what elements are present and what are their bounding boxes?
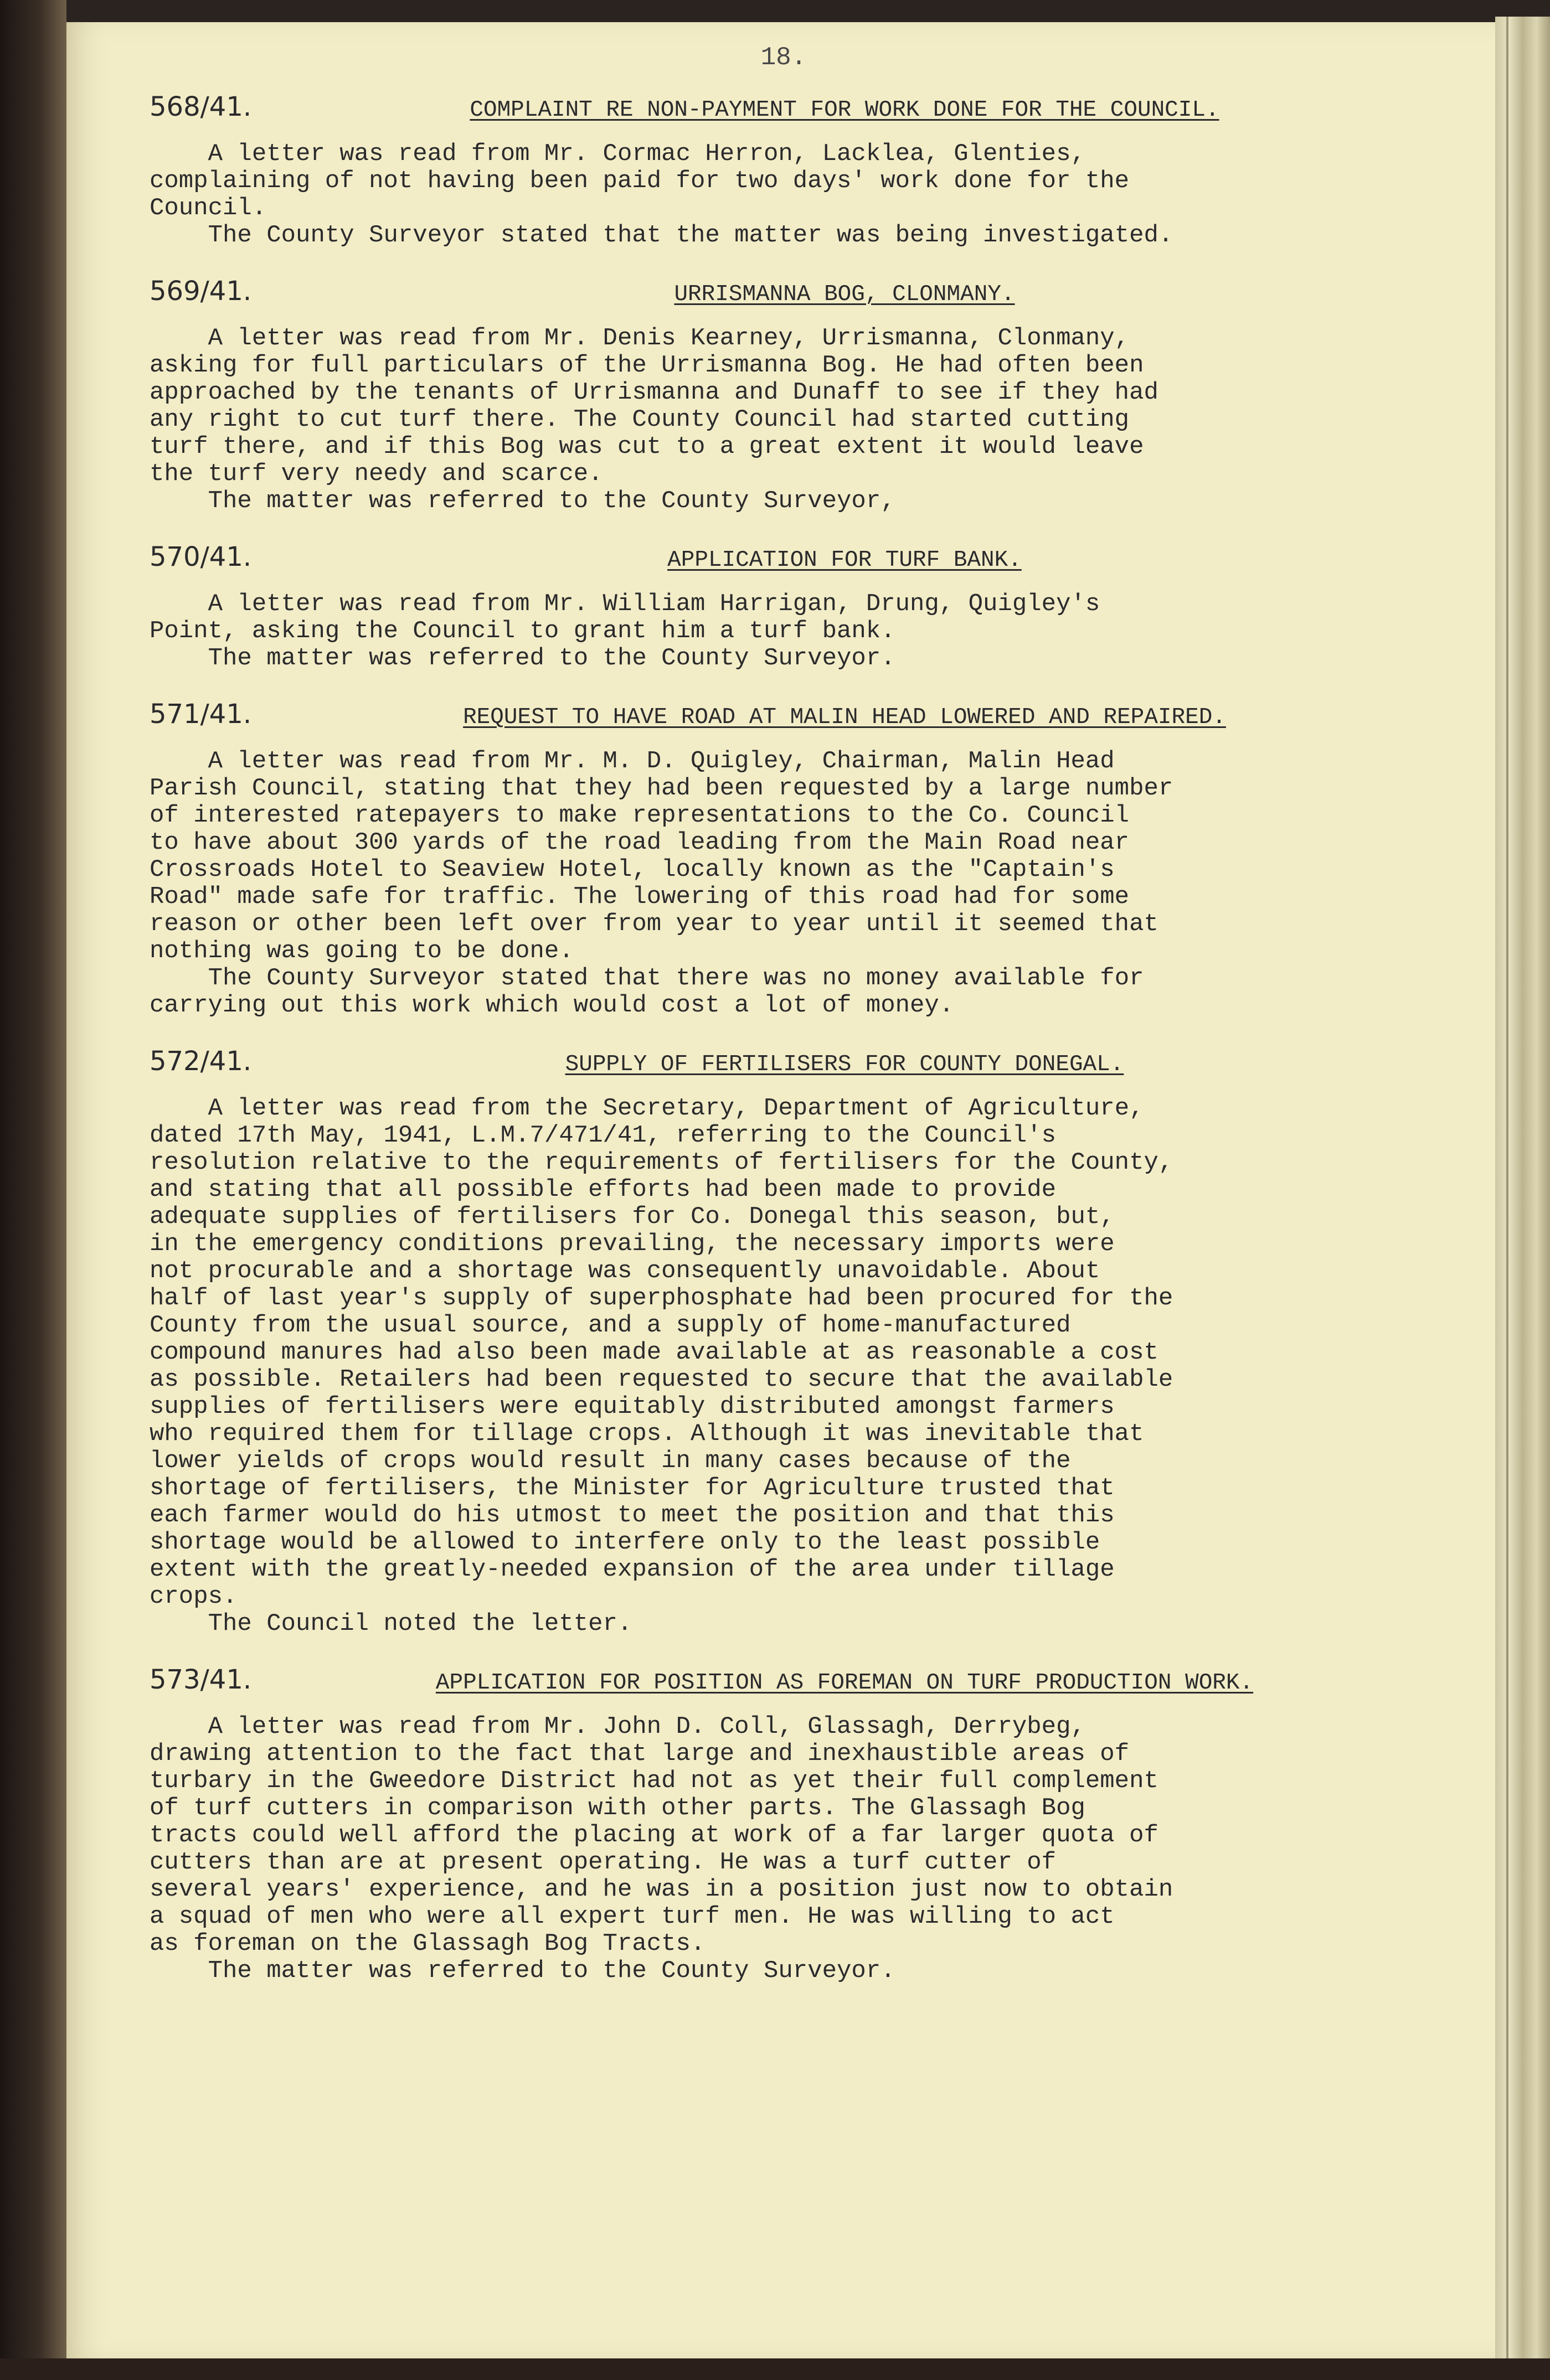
minute-573 [150, 1666, 1340, 1985]
minute-header [150, 278, 1340, 308]
minute-572 [150, 1048, 1340, 1638]
minute-header [150, 1666, 1340, 1697]
minute-header [150, 541, 1340, 574]
minute-body: A letter was read from Mr. M. D. Quigley, Chairman, Malin Head Parish Council, stating that they had been requested by a large number of interested ratepayers to make representations to the Co. Council to have about 300 yards of the road leading from the Main Road near Crossroads Hotel to Seaview Hotel, locally known as the "Captain's Road" made safe for traffic. The lowering of this road had for some reason or other been left over from year to year until it seemed that nothing was going to be done. The County Surveyor stated that there was no money available for carrying out this work which would cost a lot of money. [150, 747, 1173, 1019]
minute-body: A letter was read from Mr. Denis Kearney, Urrismanna, Clonmany, asking for full particulars of the Urrismanna Bog. He had often been approached by the tenants of Urrismanna and Dunaff to see if they had any right to cut turf there. The County Council had started cutting turf there, and if this Bog was cut to a great extent it would leave the turf very needy and scarce. The matter was referred to the County Surveyor, [150, 324, 1158, 515]
minute-570 [150, 541, 1340, 672]
minute-number: 570/41. [150, 541, 252, 572]
minute-number: 573/41. [150, 1664, 252, 1695]
minute-number: 571/41. [150, 699, 252, 730]
minute-title: REQUEST TO HAVE ROAD AT MALIN HEAD LOWERED AND REPAIRED. [463, 705, 1226, 730]
page-number: 18. [760, 43, 807, 72]
minute-number: 572/41. [150, 1046, 252, 1077]
minute-header [150, 91, 1340, 124]
minute-header [150, 1048, 1340, 1078]
minute-569 [150, 278, 1340, 515]
minute-571 [150, 701, 1340, 1019]
minute-body: A letter was read from Mr. Cormac Herron, Lacklea, Glenties, complaining of not having been paid for two days' work done for the Council. The County Surveyor stated that the matter was being investigated. [150, 140, 1173, 249]
minute-number: 569/41. [150, 276, 252, 307]
minute-header [150, 701, 1340, 731]
minute-body: A letter was read from the Secretary, Department of Agriculture, dated 17th May, 1941, L.M.7/471/41, referring to the Council's resolution relative to the requirements of fertilisers for the County, and stating that all possible efforts had been made to provide adequate supplies of fertilisers for Co. Donegal this season, but, in the emergency conditions prevailing, the necessary imports were not procurable and a shortage was consequently unavoidable. About half of last year's supply of superphosphate had been procured for the County from the usual source, and a supply of home-manufactured compound manures had also been made available at as reasonable a cost as possible. Retailers had been requested to secure that the available supplies of fertilisers were equitably distributed amongst farmers who required them for tillage crops. Although it was inevitable that lower yields of crops would result in many cases because of the shortage of fertilisers, the Minister for Agriculture trusted that each farmer would do his utmost to meet the position and that this shortage would be allowed to interfere only to the least possible extent with the greatly-needed expansion of the area under tillage crops. The Council noted the letter. [150, 1095, 1173, 1638]
book-left-edge [0, 0, 66, 2380]
minute-body: A letter was read from Mr. William Harrigan, Drung, Quigley's Point, asking the Council to grant him a turf bank. The matter was referred to the County Surveyor. [150, 590, 1100, 672]
book-bottom-edge [0, 2358, 1550, 2380]
page-content [150, 44, 1340, 2014]
minute-body: A letter was read from Mr. John D. Coll, Glassagh, Derrybeg, drawing attention to the fact that large and inexhaustible areas of turbary in the Gweedore District had not as yet their full complement of turf cutters in comparison with other parts. The Glassagh Bog tracts could well afford the placing at work of a far larger quota of cutters than are at present operating. He was a turf cutter of several years' experience, and he was in a position just now to obtain a squad of men who were all expert turf men. He was willing to act as foreman on the Glassagh Bog Tracts. The matter was referred to the County Surveyor. [150, 1713, 1173, 1985]
page-stack-edge [1495, 17, 1550, 2364]
minute-title: SUPPLY OF FERTILISERS FOR COUNTY DONEGAL. [565, 1052, 1124, 1077]
minute-title: COMPLAINT RE NON-PAYMENT FOR WORK DONE FOR THE COUNCIL. [470, 97, 1219, 123]
minute-number: 568/41. [150, 91, 252, 122]
minute-568 [150, 91, 1340, 249]
minute-title: APPLICATION FOR POSITION AS FOREMAN ON TURF PRODUCTION WORK. [435, 1670, 1254, 1696]
minute-title: APPLICATION FOR TURF BANK. [667, 548, 1022, 573]
minute-title: URRISMANNA BOG, CLONMANY. [674, 282, 1015, 307]
